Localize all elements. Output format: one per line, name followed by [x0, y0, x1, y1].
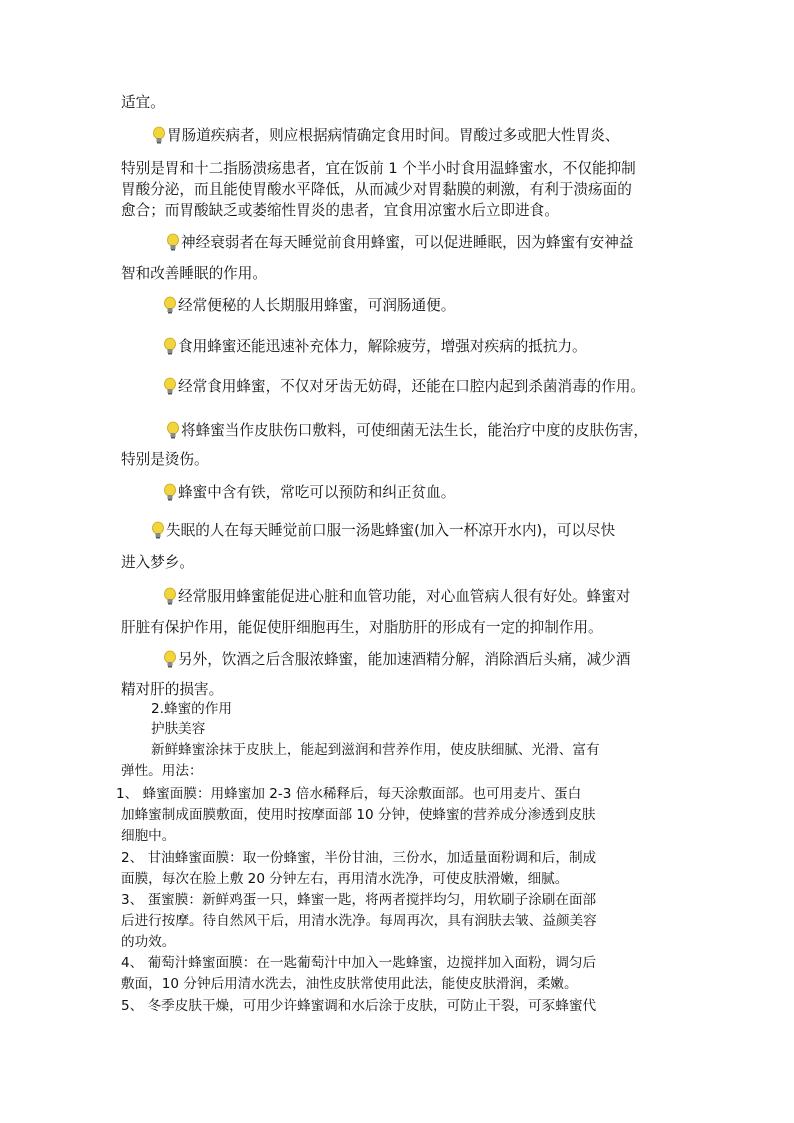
- lightbulb-icon: [163, 587, 177, 607]
- text-line: 肝脏有保护作用，能促使肝细胞再生，对脂肪肝的形成有一定的抑制作用。: [121, 619, 603, 636]
- text-line: 失眠的人在每天睡觉前口服一汤匙蜂蜜(加入一杯凉开水内)，可以尽快: [166, 522, 616, 539]
- text-line: 面膜，每次在脸上敷 20 分钟左右，再用清水洗净，可使皮肤滑嫩，细腻。: [121, 871, 569, 887]
- bullet-paragraph: [166, 421, 648, 441]
- list-item: 5、 冬季皮肤干燥，可用少许蜂蜜调和水后涂于皮肤，可防止干裂，可豕蜂蜜代: [121, 998, 597, 1014]
- bullet-paragraph: [151, 521, 615, 541]
- text-line: 智和改善睡眠的作用。: [121, 265, 267, 282]
- text-line: 适宜。: [121, 94, 165, 111]
- list-item: 1、 蜂蜜面膜：用蜂蜜加 2-3 倍水稀释后，每天涂敷面部。也可用麦片、蛋白: [116, 786, 582, 802]
- bullet-paragraph: [152, 126, 619, 146]
- lightbulb-icon: [151, 521, 165, 541]
- text-line: 胃酸分泌，而且能使胃酸水平降低，从而减少对胃黏膜的刺激，有利于溃疡面的: [121, 181, 632, 198]
- bullet-paragraph: [163, 483, 455, 503]
- text-line: 将蜂蜜当作皮肤伤口敷料，可使细菌无法生长，能治疗中度的皮肤伤害，: [181, 422, 649, 439]
- lightbulb-icon: [163, 337, 177, 357]
- text-line: 敷面，10 分钟后用清水洗去，油性皮肤常使用此法，能使皮肤滑润，柔嫩。: [121, 976, 578, 992]
- text-line: 特别是烫伤。: [121, 451, 209, 468]
- bullet-paragraph: [163, 587, 630, 607]
- text-line: 新鲜蜂蜜涂抹于皮肤上，能起到滋润和营养作用，使皮肤细腻、光滑、富有: [151, 742, 600, 758]
- text-line: 后进行按摩。待自然风干后，用清水洗净。每周再次，具有润肤去皱、益颜美容: [121, 913, 597, 929]
- text-line: 细胞中。: [121, 828, 176, 844]
- text-line: 蜂蜜中含有铁，常吃可以预防和纠正贫血。: [178, 484, 456, 501]
- lightbulb-icon: [163, 483, 177, 503]
- section-subheading: 护肤美容: [151, 721, 206, 737]
- text-line: 愈合；而胃酸缺乏或萎缩性胃炎的患者，宜食用凉蜜水后立即进食。: [121, 202, 559, 219]
- bullet-paragraph: [163, 337, 587, 357]
- text-line: 加蜂蜜制成面膜敷面，使用时按摩面部 10 分钟，使蜂蜜的营养成分渗透到皮肤: [121, 807, 596, 823]
- section-heading: 2.蜂蜜的作用: [151, 701, 232, 717]
- lightbulb-icon: [163, 377, 177, 397]
- bullet-paragraph: [166, 233, 633, 253]
- bullet-paragraph: [163, 650, 630, 670]
- list-item: 4、 葡萄汁蜂蜜面膜：在一匙葡萄汁中加入一匙蜂蜜，边搅拌加入面粉，调匀后: [121, 955, 597, 971]
- list-item: 3、 蛋蜜膜：新鲜鸡蛋一只，蜂蜜一匙，将两者搅拌均匀，用软刷子涂刷在面部: [121, 892, 597, 908]
- list-item: 2、 甘油蜂蜜面膜：取一份蜂蜜，半份甘油，三份水，加适量面粉调和后，制成: [121, 850, 597, 866]
- text-line: 精对肝的损害。: [121, 681, 224, 698]
- text-line: 经常便秘的人长期服用蜂蜜，可润肠通便。: [178, 297, 456, 314]
- lightbulb-icon: [163, 296, 177, 316]
- lightbulb-icon: [152, 126, 166, 146]
- text-line: 经常食用蜂蜜，不仅对牙齿无妨碍，还能在口腔内起到杀菌消毒的作用。: [178, 378, 646, 395]
- lightbulb-icon: [163, 650, 177, 670]
- text-line: 的功效。: [121, 934, 176, 950]
- text-line: 另外，饮酒之后含服浓蜂蜜，能加速酒精分解，消除酒后头痛，减少酒: [178, 651, 631, 668]
- bullet-paragraph: [163, 296, 455, 316]
- text-line: 进入梦乡。: [121, 554, 194, 571]
- lightbulb-icon: [166, 421, 180, 441]
- text-line: 胃肠道疾病者，则应根据病情确定食用时间。胃酸过多或肥大性胃炎、: [167, 127, 620, 144]
- text-line: 特别是胃和十二指肠溃疡患者，宜在饭前 1 个半小时食用温蜂蜜水，不仅能抑制: [121, 160, 636, 177]
- text-line: 食用蜂蜜还能迅速补充体力，解除疲劳，增强对疾病的抵抗力。: [178, 338, 587, 355]
- text-line: 弹性。用法：: [121, 763, 203, 779]
- text-line: 经常服用蜂蜜能促进心脏和血管功能，对心血管病人很有好处。蜂蜜对: [178, 588, 631, 605]
- text-line: 神经衰弱者在每天睡觉前食用蜂蜜，可以促进睡眠，因为蜂蜜有安神益: [181, 234, 634, 251]
- bullet-paragraph: [163, 377, 645, 397]
- lightbulb-icon: [166, 233, 180, 253]
